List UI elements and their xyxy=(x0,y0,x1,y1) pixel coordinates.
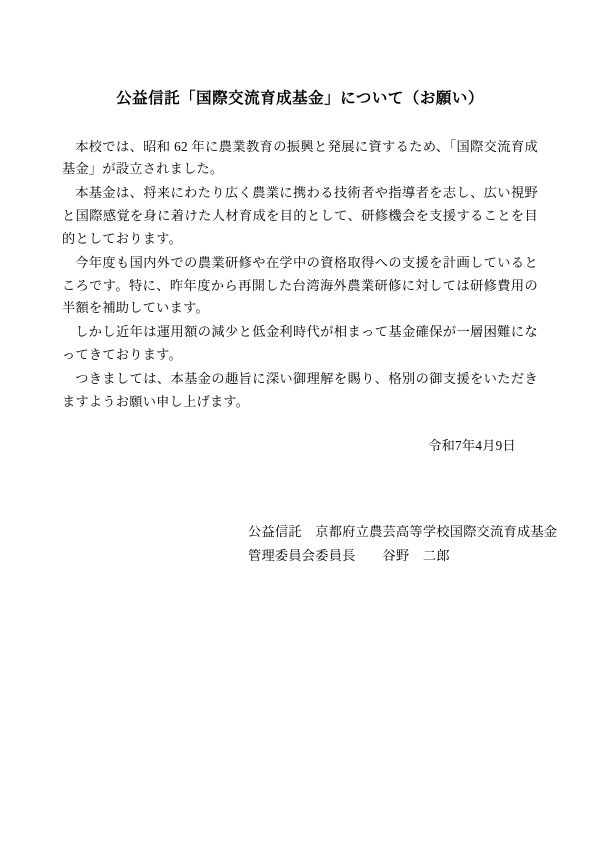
paragraph: 今年度も国内外での農業研修や在学中の資格取得への支援を計画しているところです。特に、昨年度から再開した台湾海外農業研修に対しては研修費用の半額を補助しています。 xyxy=(62,254,538,316)
paragraph: つきましては、本基金の趣旨に深い御理解を賜り、格別の御支援をいただきますようお願い申し上げます。 xyxy=(62,370,538,409)
signature-organization: 公益信託 京都府立農芸高等学校国際交流育成基金 xyxy=(248,524,558,540)
paragraph: しかし近年は運用額の減少と低金利時代が相まって基金確保が一層困難になってきております。 xyxy=(62,324,538,362)
signature-block xyxy=(62,520,558,568)
document-date: 令和7年4月9日 xyxy=(428,438,516,454)
paragraph: 本校では、昭和 62 年に農業教育の振興と発展に資するため、「国際交流育成基金」が設立されました。 xyxy=(62,138,538,177)
paragraph: 本基金は、将来にわたり広く農業に携わる技術者や指導者を志し、広い視野と国際感覚を身に着けた人材育成を目的として、研修機会を支援することを目的としております。 xyxy=(62,185,538,246)
page-title: 公益信託「国際交流育成基金」について（お願い） xyxy=(116,90,484,107)
document-body xyxy=(62,136,538,414)
signature-name: 管理委員会委員長 谷野 二郎 xyxy=(248,547,450,563)
